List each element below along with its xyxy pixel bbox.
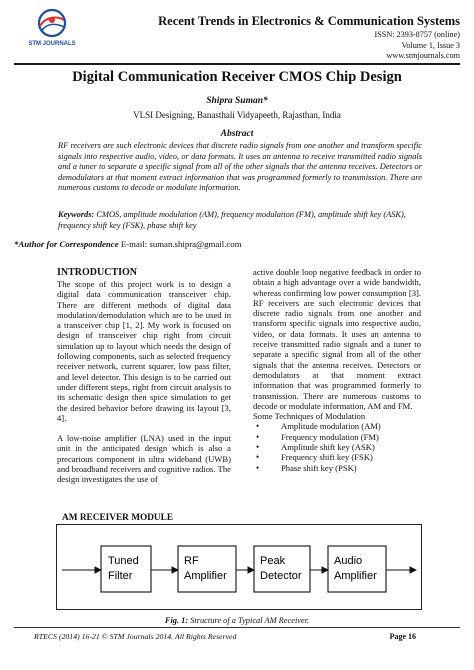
correspondence-label: *Author for Correspondence bbox=[14, 239, 119, 249]
techniques-list bbox=[253, 421, 421, 472]
author-affiliation: VLSI Designing, Banasthali Vidyapeeth, Rajasthan, India bbox=[133, 110, 341, 120]
block-label: RF bbox=[184, 555, 199, 567]
abstract-heading: Abstract bbox=[220, 129, 254, 139]
author-name: Shipra Suman* bbox=[206, 96, 268, 106]
abstract-text: RF receivers are such electronic devices that discrete radio signals from one another and transform specific signals into respective audio, video, or data formats. It uses an antenna to receive transmitted radio signals and a tuner to separate a specific signal from all of the other signals that the antenna receives. Detectors or demodulators at that moment extract information that was programmed formerly to transmission. There are numerous customs to decode or modulate information. bbox=[58, 141, 422, 193]
am-receiver-diagram bbox=[56, 524, 422, 610]
block-label: Detector bbox=[260, 570, 302, 582]
list-item: • Phase shift key (PSK) bbox=[253, 463, 421, 473]
left-column bbox=[57, 267, 231, 485]
block-tuned-filter bbox=[101, 546, 151, 592]
block-peak-detector bbox=[254, 546, 310, 592]
keywords bbox=[58, 210, 422, 231]
techniques-intro: Some Techniques of Modulation bbox=[253, 411, 366, 422]
block-rf-amplifier bbox=[178, 546, 236, 592]
keywords-label: Keywords: bbox=[58, 210, 95, 219]
intro-paragraph-2: A low-noise amplifier (LNA) used in the input unit in the anticipated design which is also a precarious component in ultra wideband (UWB) and broadband receivers and cognitive radios. The design investigates the use of bbox=[57, 433, 231, 485]
paper-title: Digital Communication Receiver CMOS Chip Design bbox=[72, 69, 402, 85]
footer-copyright: RTECS (2014) 16-21 © STM Journals 2014. All Rights Reserved bbox=[34, 632, 237, 641]
list-item: • Amplitude modulation (AM) bbox=[253, 421, 421, 431]
keywords-text: CMOS, amplitude modulation (AM), frequency modulation (FM), amplitude shift key (ASK), frequency shift key (FSK), phase shift key bbox=[58, 210, 406, 230]
list-item: • Frequency modulation (FM) bbox=[253, 432, 421, 442]
list-item: • Frequency shift key (FSK) bbox=[253, 452, 421, 462]
figure-caption-label: Fig. 1: bbox=[164, 616, 189, 625]
right-column bbox=[253, 267, 421, 473]
block-label: Peak bbox=[260, 555, 286, 567]
logo-text: STM JOURNALS bbox=[28, 41, 76, 47]
correspondence-email: E-mail: suman.shipra@gmail.com bbox=[120, 239, 242, 249]
am-receiver-heading: AM RECEIVER MODULE bbox=[62, 513, 174, 523]
block-label: Audio bbox=[334, 555, 363, 567]
block-label: Amplifier bbox=[184, 570, 227, 582]
journal-title: Recent Trends in Electronics & Communication Systems bbox=[158, 14, 460, 28]
right-paragraph: active double loop negative feedback in order to obtain a high advantage over a wide bandwidth, whereas confirming low power consumption [3]. RF receivers are such electronic devices that discrete radio signals from one another and transform specific signals into respective audio, video, or data formats. It uses an antenna to receive transmitted radio signals and a tuner to separate a specific signal from all of the other signals that the antenna receives. Detectors or demodulators at that moment extract information that was programmed formerly to transmission. There are numerous customs to decode or modulate information, AM and FM. bbox=[253, 267, 422, 411]
journal-meta bbox=[374, 30, 460, 62]
block-label: Amplifier bbox=[334, 570, 377, 582]
header-divider bbox=[14, 63, 460, 65]
page-number: Page 16 bbox=[389, 632, 416, 641]
list-item: • Amplitude shift key (ASK) bbox=[253, 442, 421, 452]
introduction-heading: INTRODUCTION bbox=[57, 267, 138, 278]
stm-journals-logo bbox=[22, 8, 82, 52]
footer-divider bbox=[14, 627, 460, 628]
correspondence bbox=[14, 239, 454, 249]
issn: ISSN: 2393-8757 (online) bbox=[374, 30, 460, 39]
intro-paragraph-1: The scope of this project work is to design a digital data communication transceiver chip. There are different methods of digital data modulation/demodulation which are to be used in a transceiver chip [1, 2]. My work is focused on design of transceiver chip right from circuit simulation up to layout which needs the design of following components, such as selected frequency receiver network, current squarer, low pass filter, and level detector. This design is to be carried out under different steps, right from circuit analysis to its schematic design then spice simulation to get the desired behavior before drawing its layout [3, 4]. bbox=[57, 279, 231, 423]
figure-caption bbox=[0, 616, 474, 625]
logo-icon bbox=[34, 8, 70, 38]
figure-caption-text: Structure of a Typical AM Receiver. bbox=[190, 616, 310, 625]
journal-website: www.stmjournals.com bbox=[386, 51, 460, 60]
block-audio-amplifier bbox=[328, 546, 386, 592]
volume-issue: Volume 1, Issue 3 bbox=[401, 40, 460, 50]
block-label: Tuned bbox=[108, 555, 139, 567]
block-label: Filter bbox=[108, 570, 133, 582]
